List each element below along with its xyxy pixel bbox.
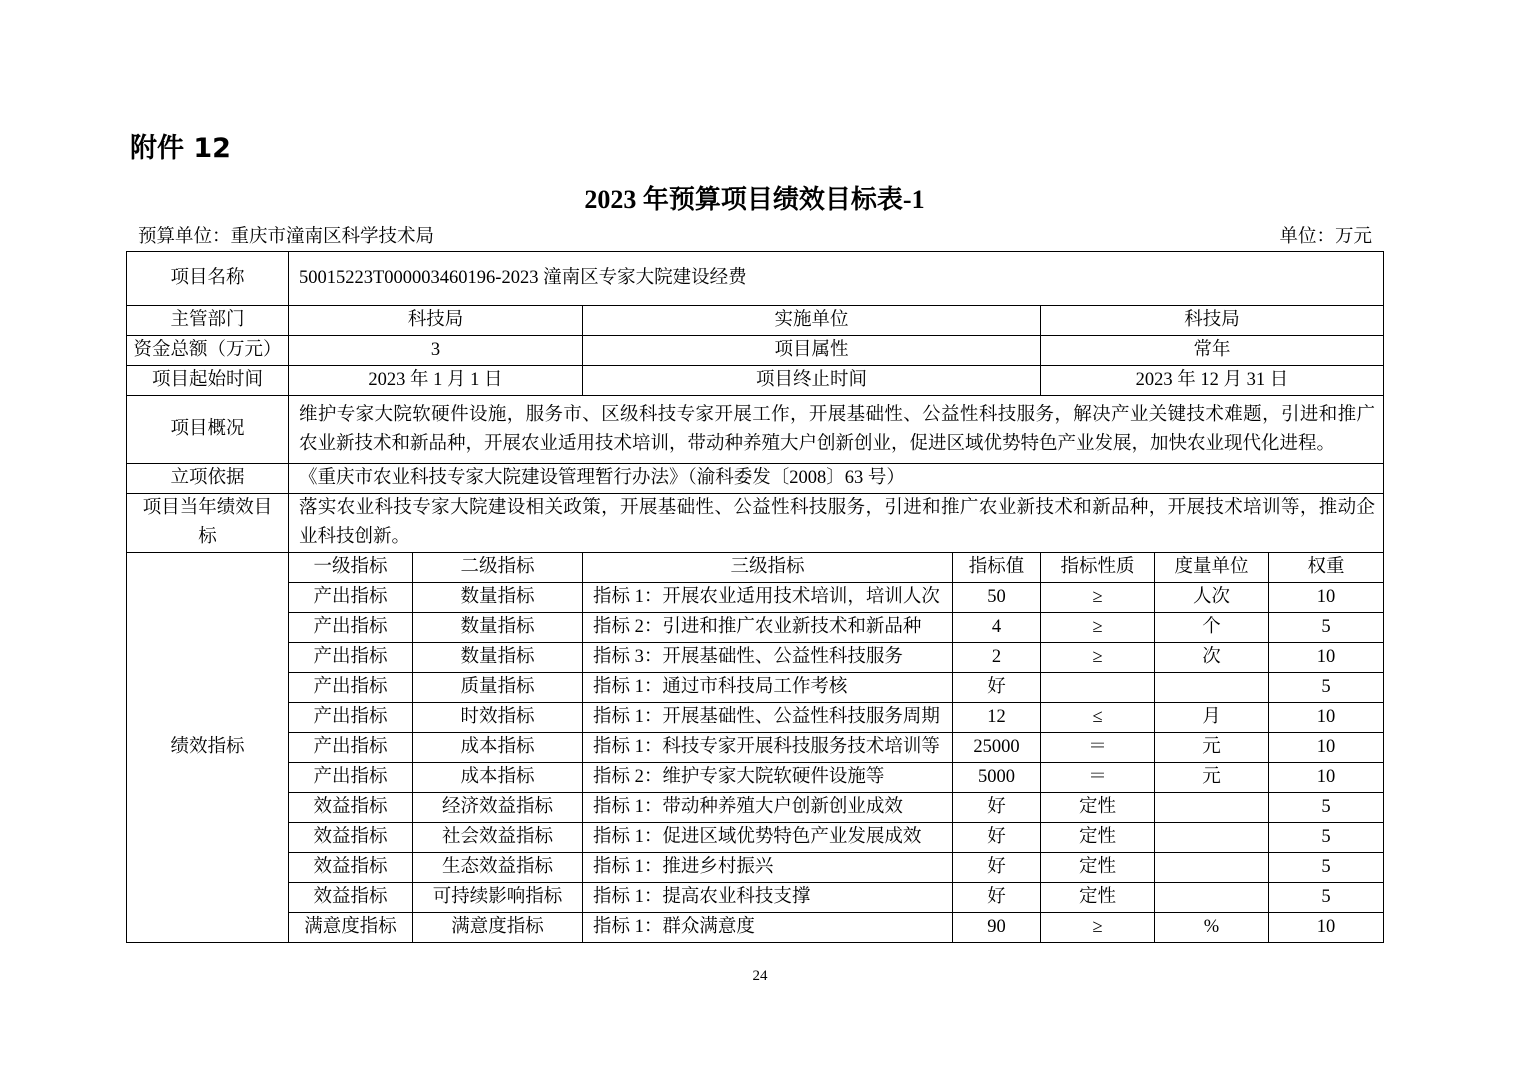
indicator-level2-cell: 数量指标 [413, 583, 583, 613]
header-level2: 二级指标 [413, 553, 583, 583]
indicator-level2-cell: 时效指标 [413, 703, 583, 733]
indicator-value-cell: 12 [953, 703, 1041, 733]
indicator-value-cell: 25000 [953, 733, 1041, 763]
indicator-weight-cell: 10 [1269, 733, 1384, 763]
annual-goal-line: 落实农业科技专家大院建设相关政策，开展基础性、公益性科技服务，引进和推广农业新技术和新品种，开展技术培训等，推动企 [299, 498, 1375, 518]
department-row [127, 306, 1384, 336]
indicator-weight-cell: 10 [1269, 703, 1384, 733]
indicator-weight-cell: 10 [1269, 643, 1384, 673]
header-unit: 度量单位 [1155, 553, 1269, 583]
project-name-value: 50015223T000003460196-2023 潼南区专家大院建设经费 [289, 252, 1384, 306]
indicator-row [127, 703, 1384, 733]
performance-target-table [126, 251, 1384, 943]
annual-goal-label-cell [127, 494, 289, 553]
header-level3: 三级指标 [583, 553, 953, 583]
indicator-row [127, 733, 1384, 763]
start-date-label: 项目起始时间 [127, 366, 289, 396]
budget-unit: 预算单位：重庆市潼南区科学技术局 [138, 227, 435, 247]
indicator-level1-cell: 产出指标 [289, 673, 413, 703]
indicator-nature-cell: ≤ [1041, 703, 1155, 733]
overview-line: 农业新技术和新品种，开展农业适用技术培训，带动种养殖大户创新创业，促进区域优势特色产业发展，加快农业现代化进程。 [299, 433, 1336, 454]
indicator-level1-cell: 产出指标 [289, 733, 413, 763]
indicator-unit-cell [1155, 853, 1269, 883]
indicator-level2-cell: 可持续影响指标 [413, 883, 583, 913]
indicator-level3-cell: 指标 2：引进和推广农业新技术和新品种 [583, 613, 953, 643]
annual-goal-label: 项目当年绩效目标 [142, 498, 273, 547]
indicator-value-cell: 5000 [953, 763, 1041, 793]
indicator-nature-cell: 定性 [1041, 883, 1155, 913]
indicator-value-cell: 50 [953, 583, 1041, 613]
indicator-nature-cell: 定性 [1041, 793, 1155, 823]
indicator-level2-cell: 成本指标 [413, 733, 583, 763]
indicator-unit-cell: % [1155, 913, 1269, 943]
annual-goal-row [127, 494, 1384, 553]
indicator-value-cell: 好 [953, 823, 1041, 853]
overview-value [289, 396, 1384, 464]
indicator-nature-cell: ≥ [1041, 583, 1155, 613]
implementing-unit-label: 实施单位 [583, 306, 1041, 336]
indicator-value-cell: 好 [953, 673, 1041, 703]
indicator-value-cell: 好 [953, 883, 1041, 913]
indicator-header-row [127, 553, 1384, 583]
project-name-row [127, 252, 1384, 306]
indicator-level1-cell: 产出指标 [289, 613, 413, 643]
indicator-unit-cell [1155, 673, 1269, 703]
overview-label: 项目概况 [127, 396, 289, 464]
funds-value: 3 [289, 336, 583, 366]
basis-row [127, 464, 1384, 494]
overview-line: 维护专家大院软硬件设施，服务市、区级科技专家开展工作，开展基础性、公益性科技服务，解决产业关键技术难题，引进和推广 [299, 404, 1375, 425]
page-number: 24 [752, 968, 768, 984]
basis-value: 《重庆市农业科技专家大院建设管理暂行办法》（渝科委发〔2008〕63 号） [289, 464, 1384, 494]
indicator-level3-cell: 指标 1：提高农业科技支撑 [583, 883, 953, 913]
indicator-level3-cell: 指标 2：维护专家大院软硬件设施等 [583, 763, 953, 793]
indicator-level2-cell: 经济效益指标 [413, 793, 583, 823]
indicator-value-cell: 90 [953, 913, 1041, 943]
implementing-unit-value: 科技局 [1041, 306, 1384, 336]
indicator-level2-cell: 满意度指标 [413, 913, 583, 943]
funds-row [127, 336, 1384, 366]
indicator-row [127, 583, 1384, 613]
indicator-row [127, 823, 1384, 853]
indicator-row [127, 763, 1384, 793]
end-date-value: 2023 年 12 月 31 日 [1041, 366, 1384, 396]
indicator-level3-cell: 指标 1：推进乡村振兴 [583, 853, 953, 883]
indicator-level3-cell: 指标 1：群众满意度 [583, 913, 953, 943]
indicator-level3-cell: 指标 3：开展基础性、公益性科技服务 [583, 643, 953, 673]
funds-label: 资金总额（万元） [127, 336, 289, 366]
indicator-nature-cell: ≥ [1041, 643, 1155, 673]
indicator-value-cell: 2 [953, 643, 1041, 673]
indicator-nature-cell [1041, 673, 1155, 703]
indicator-weight-cell: 10 [1269, 583, 1384, 613]
indicator-unit-cell: 次 [1155, 643, 1269, 673]
indicator-weight-cell: 10 [1269, 913, 1384, 943]
indicator-level1-cell: 满意度指标 [289, 913, 413, 943]
indicator-weight-cell: 5 [1269, 673, 1384, 703]
indicator-unit-cell: 元 [1155, 733, 1269, 763]
indicator-level1-cell: 产出指标 [289, 643, 413, 673]
indicator-level1-cell: 效益指标 [289, 883, 413, 913]
indicator-weight-cell: 5 [1269, 793, 1384, 823]
project-name-label: 项目名称 [127, 252, 289, 306]
indicator-weight-cell: 10 [1269, 763, 1384, 793]
indicator-nature-cell: ＝ [1041, 733, 1155, 763]
indicator-level3-cell: 指标 1：带动种养殖大户创新创业成效 [583, 793, 953, 823]
indicator-level3-cell: 指标 1：科技专家开展科技服务技术培训等 [583, 733, 953, 763]
indicator-row [127, 793, 1384, 823]
indicator-level2-cell: 成本指标 [413, 763, 583, 793]
indicator-level1-cell: 产出指标 [289, 703, 413, 733]
indicator-row [127, 913, 1384, 943]
indicator-level3-cell: 指标 1：开展农业适用技术培训，培训人次 [583, 583, 953, 613]
indicator-row [127, 613, 1384, 643]
indicator-row [127, 883, 1384, 913]
indicator-value-cell: 4 [953, 613, 1041, 643]
project-attribute-label: 项目属性 [583, 336, 1041, 366]
indicator-row [127, 673, 1384, 703]
indicator-weight-cell: 5 [1269, 883, 1384, 913]
indicator-level3-cell: 指标 1：开展基础性、公益性科技服务周期 [583, 703, 953, 733]
header-level1: 一级指标 [289, 553, 413, 583]
indicators-label: 绩效指标 [127, 553, 289, 943]
indicator-level1-cell: 效益指标 [289, 793, 413, 823]
indicator-unit-cell: 元 [1155, 763, 1269, 793]
annual-goal-value [289, 494, 1384, 553]
indicator-unit-cell: 个 [1155, 613, 1269, 643]
indicator-unit-cell [1155, 883, 1269, 913]
attachment-label: 附件 12 [130, 133, 231, 164]
indicator-weight-cell: 5 [1269, 613, 1384, 643]
currency-unit: 单位：万元 [1279, 227, 1372, 247]
indicator-unit-cell [1155, 793, 1269, 823]
indicator-level1-cell: 产出指标 [289, 763, 413, 793]
project-attribute-value: 常年 [1041, 336, 1384, 366]
document-title: 2023 年预算项目绩效目标表-1 [584, 185, 925, 214]
header-value: 指标值 [953, 553, 1041, 583]
department-label: 主管部门 [127, 306, 289, 336]
start-date-value: 2023 年 1 月 1 日 [289, 366, 583, 396]
header-weight: 权重 [1269, 553, 1384, 583]
indicator-weight-cell: 5 [1269, 823, 1384, 853]
indicator-level1-cell: 产出指标 [289, 583, 413, 613]
indicator-level2-cell: 数量指标 [413, 643, 583, 673]
indicator-level1-cell: 效益指标 [289, 823, 413, 853]
indicator-nature-cell: ≥ [1041, 913, 1155, 943]
indicator-level3-cell: 指标 1：促进区域优势特色产业发展成效 [583, 823, 953, 853]
indicator-level2-cell: 社会效益指标 [413, 823, 583, 853]
indicator-nature-cell: ＝ [1041, 763, 1155, 793]
indicator-nature-cell: 定性 [1041, 853, 1155, 883]
indicator-unit-cell: 人次 [1155, 583, 1269, 613]
indicator-nature-cell: ≥ [1041, 613, 1155, 643]
indicator-unit-cell [1155, 823, 1269, 853]
indicator-level1-cell: 效益指标 [289, 853, 413, 883]
indicator-nature-cell: 定性 [1041, 823, 1155, 853]
indicator-row [127, 853, 1384, 883]
indicator-value-cell: 好 [953, 853, 1041, 883]
indicator-level3-cell: 指标 1：通过市科技局工作考核 [583, 673, 953, 703]
annual-goal-line: 业科技创新。 [299, 527, 411, 547]
indicator-level2-cell: 质量指标 [413, 673, 583, 703]
indicator-level2-cell: 数量指标 [413, 613, 583, 643]
indicator-unit-cell: 月 [1155, 703, 1269, 733]
indicator-row [127, 643, 1384, 673]
indicator-value-cell: 好 [953, 793, 1041, 823]
period-row [127, 366, 1384, 396]
basis-label: 立项依据 [127, 464, 289, 494]
end-date-label: 项目终止时间 [583, 366, 1041, 396]
header-nature: 指标性质 [1041, 553, 1155, 583]
overview-row [127, 396, 1384, 464]
department-value: 科技局 [289, 306, 583, 336]
indicator-weight-cell: 5 [1269, 853, 1384, 883]
indicator-level2-cell: 生态效益指标 [413, 853, 583, 883]
